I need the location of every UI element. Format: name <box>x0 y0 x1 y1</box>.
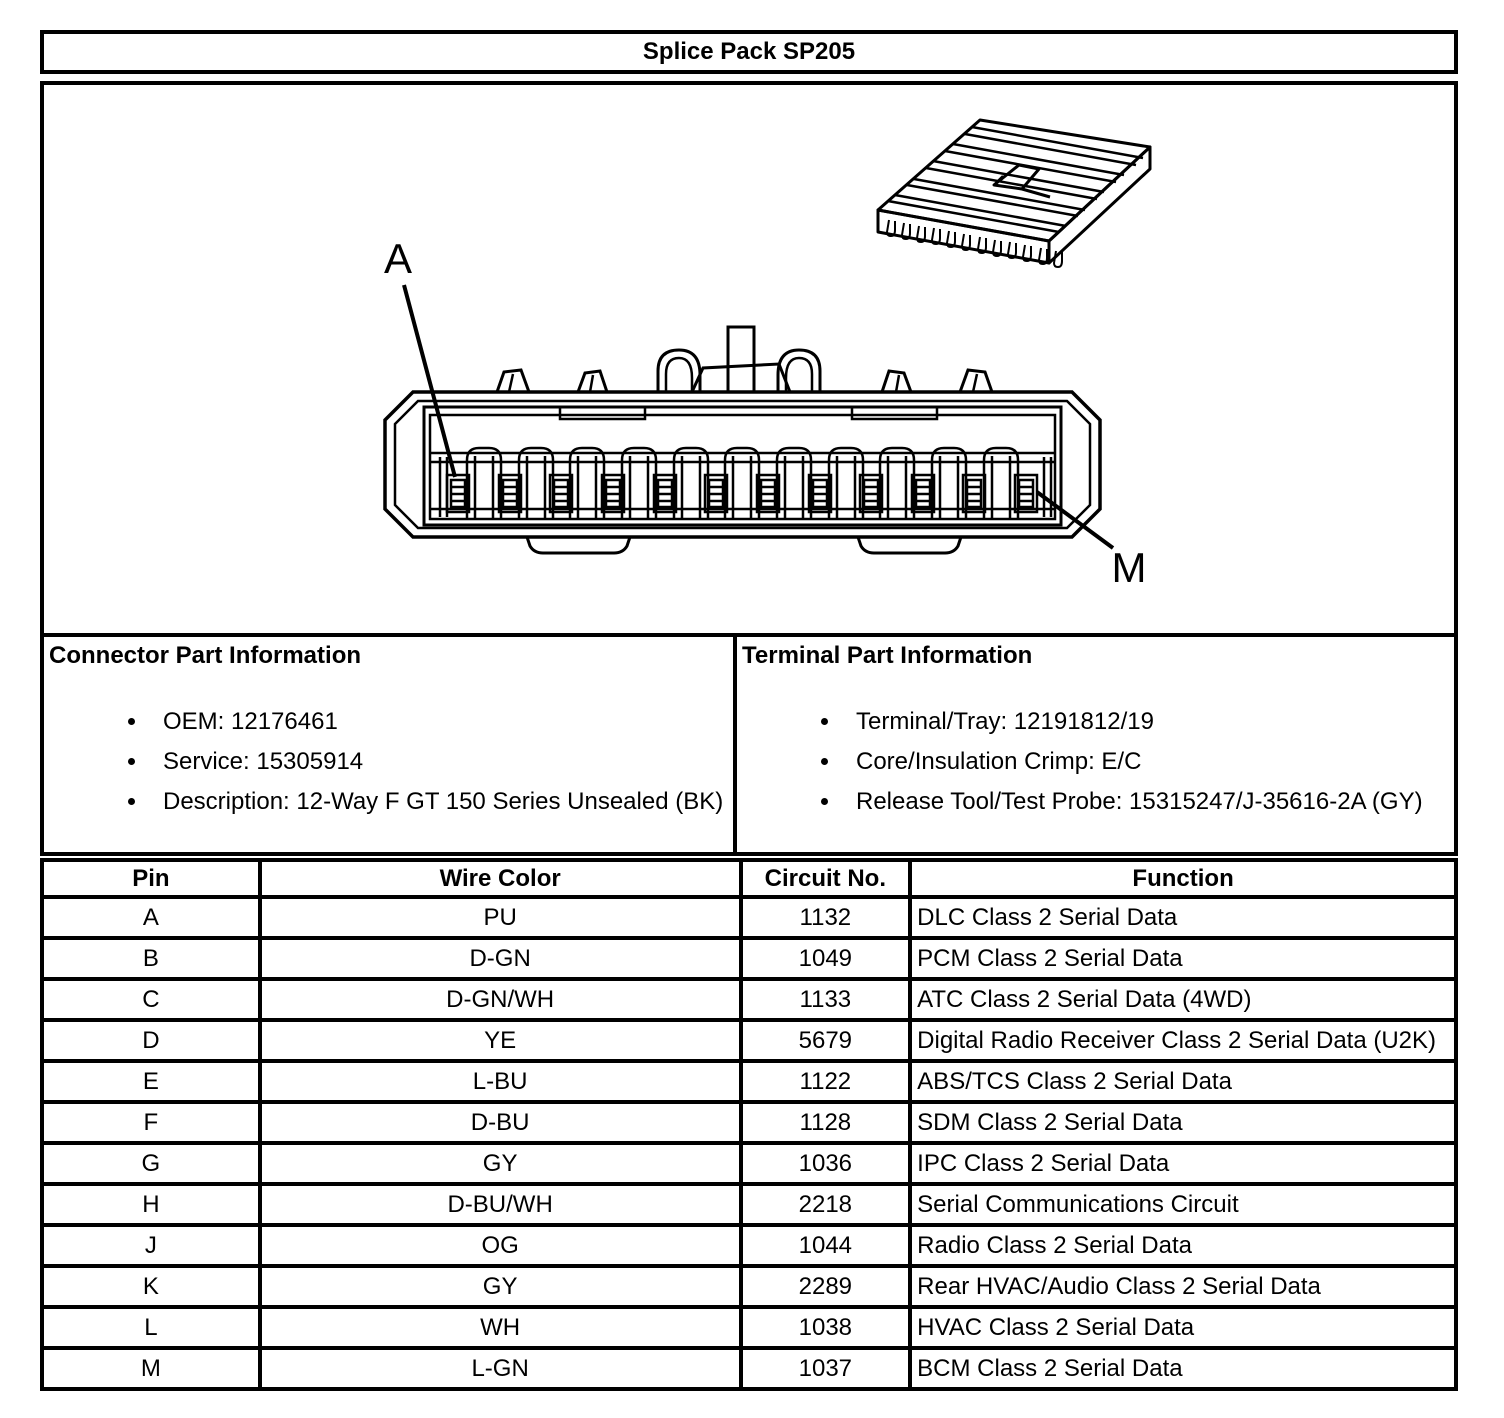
function-cell: HVAC Class 2 Serial Data <box>910 1307 1456 1348</box>
pin-cell: H <box>42 1184 260 1225</box>
wire-color-cell: WH <box>260 1307 741 1348</box>
connector-line-art <box>44 85 1454 633</box>
wire-color-cell: D-BU <box>260 1102 741 1143</box>
column-header-function: Function <box>910 860 1456 897</box>
wire-color-cell: D-GN/WH <box>260 979 741 1020</box>
connector-part-info-title: Connector Part Information <box>49 642 362 669</box>
table-row <box>42 1102 1456 1143</box>
column-header-pin: Pin <box>42 860 260 897</box>
function-cell: BCM Class 2 Serial Data <box>910 1348 1456 1389</box>
part-info-row <box>44 633 1454 852</box>
wire-color-cell: GY <box>260 1143 741 1184</box>
wire-color-cell: YE <box>260 1020 741 1061</box>
function-cell: Rear HVAC/Audio Class 2 Serial Data <box>910 1266 1456 1307</box>
table-row <box>42 938 1456 979</box>
pin-m-label: M <box>1111 544 1147 591</box>
mounting-foot-left <box>527 537 630 553</box>
table-row <box>42 1225 1456 1266</box>
function-cell: IPC Class 2 Serial Data <box>910 1143 1456 1184</box>
function-cell: Serial Communications Circuit <box>910 1184 1456 1225</box>
wire-color-cell: D-GN <box>260 938 741 979</box>
connector-front-view <box>385 327 1100 553</box>
table-row <box>42 1307 1456 1348</box>
circuit-no-cell: 1132 <box>741 897 911 938</box>
circuit-no-cell: 2289 <box>741 1266 911 1307</box>
terminal-info-item: • Core/Insulation Crimp: E/C <box>842 742 1450 782</box>
diagram-and-info-box <box>40 81 1458 856</box>
circuit-no-cell: 5679 <box>741 1020 911 1061</box>
pin-cell: J <box>42 1225 260 1266</box>
pin-a-label: A <box>383 235 413 282</box>
table-row <box>42 1061 1456 1102</box>
table-row <box>42 979 1456 1020</box>
column-header-circuit-no: Circuit No. <box>741 860 911 897</box>
table-row <box>42 1348 1456 1389</box>
pin-cell: L <box>42 1307 260 1348</box>
terminal-part-info-list <box>742 702 1450 822</box>
top-wing-tabs <box>497 370 992 392</box>
wire-color-cell: OG <box>260 1225 741 1266</box>
function-cell: PCM Class 2 Serial Data <box>910 938 1456 979</box>
pin-cell: F <box>42 1102 260 1143</box>
center-lock <box>658 327 820 392</box>
terminal-part-info-title: Terminal Part Information <box>742 642 1033 669</box>
pin-cell: C <box>42 979 260 1020</box>
page-title: Splice Pack SP205 <box>40 30 1458 74</box>
pin-cell: B <box>42 938 260 979</box>
table-row <box>42 1184 1456 1225</box>
column-header-wire-color: Wire Color <box>260 860 741 897</box>
circuit-no-cell: 1037 <box>741 1348 911 1389</box>
connector-info-item: • OEM: 12176461 <box>149 702 729 742</box>
function-cell: Radio Class 2 Serial Data <box>910 1225 1456 1266</box>
circuit-no-cell: 1128 <box>741 1102 911 1143</box>
table-header-row <box>42 860 1456 897</box>
table-row <box>42 897 1456 938</box>
circuit-no-cell: 1133 <box>741 979 911 1020</box>
terminal-part-info <box>737 637 1454 852</box>
pin-cell: K <box>42 1266 260 1307</box>
connector-info-item: • Service: 15305914 <box>149 742 729 782</box>
function-cell: DLC Class 2 Serial Data <box>910 897 1456 938</box>
terminal-contacts <box>447 475 1037 512</box>
pin-cell: G <box>42 1143 260 1184</box>
function-cell: ABS/TCS Class 2 Serial Data <box>910 1061 1456 1102</box>
function-cell: ATC Class 2 Serial Data (4WD) <box>910 979 1456 1020</box>
mounting-foot-right <box>858 537 961 553</box>
connector-spec-page <box>40 30 1458 1391</box>
pinout-table <box>40 858 1458 1391</box>
table-row <box>42 1266 1456 1307</box>
wire-color-cell: GY <box>260 1266 741 1307</box>
wire-color-cell: PU <box>260 897 741 938</box>
connector-part-info-list <box>49 702 729 822</box>
pin-cell: A <box>42 897 260 938</box>
circuit-no-cell: 1049 <box>741 938 911 979</box>
pin-cell: E <box>42 1061 260 1102</box>
connector-diagram <box>44 85 1454 633</box>
wire-color-cell: L-GN <box>260 1348 741 1389</box>
table-row <box>42 1143 1456 1184</box>
connector-part-info <box>44 637 737 852</box>
function-cell: SDM Class 2 Serial Data <box>910 1102 1456 1143</box>
terminal-info-item: • Release Tool/Test Probe: 15315247/J-35616-2A (GY) <box>842 782 1450 822</box>
circuit-no-cell: 1122 <box>741 1061 911 1102</box>
circuit-no-cell: 1044 <box>741 1225 911 1266</box>
pin-cell: M <box>42 1348 260 1389</box>
circuit-no-cell: 1038 <box>741 1307 911 1348</box>
wire-color-cell: L-BU <box>260 1061 741 1102</box>
table-row <box>42 1020 1456 1061</box>
pin-cell: D <box>42 1020 260 1061</box>
wire-color-cell: D-BU/WH <box>260 1184 741 1225</box>
terminal-info-item: • Terminal/Tray: 12191812/19 <box>842 702 1450 742</box>
connector-info-item: • Description: 12-Way F GT 150 Series Unsealed (BK) <box>149 782 729 822</box>
connector-3d-view <box>878 120 1150 267</box>
function-cell: Digital Radio Receiver Class 2 Serial Data (U2K) <box>910 1020 1456 1061</box>
circuit-no-cell: 1036 <box>741 1143 911 1184</box>
circuit-no-cell: 2218 <box>741 1184 911 1225</box>
